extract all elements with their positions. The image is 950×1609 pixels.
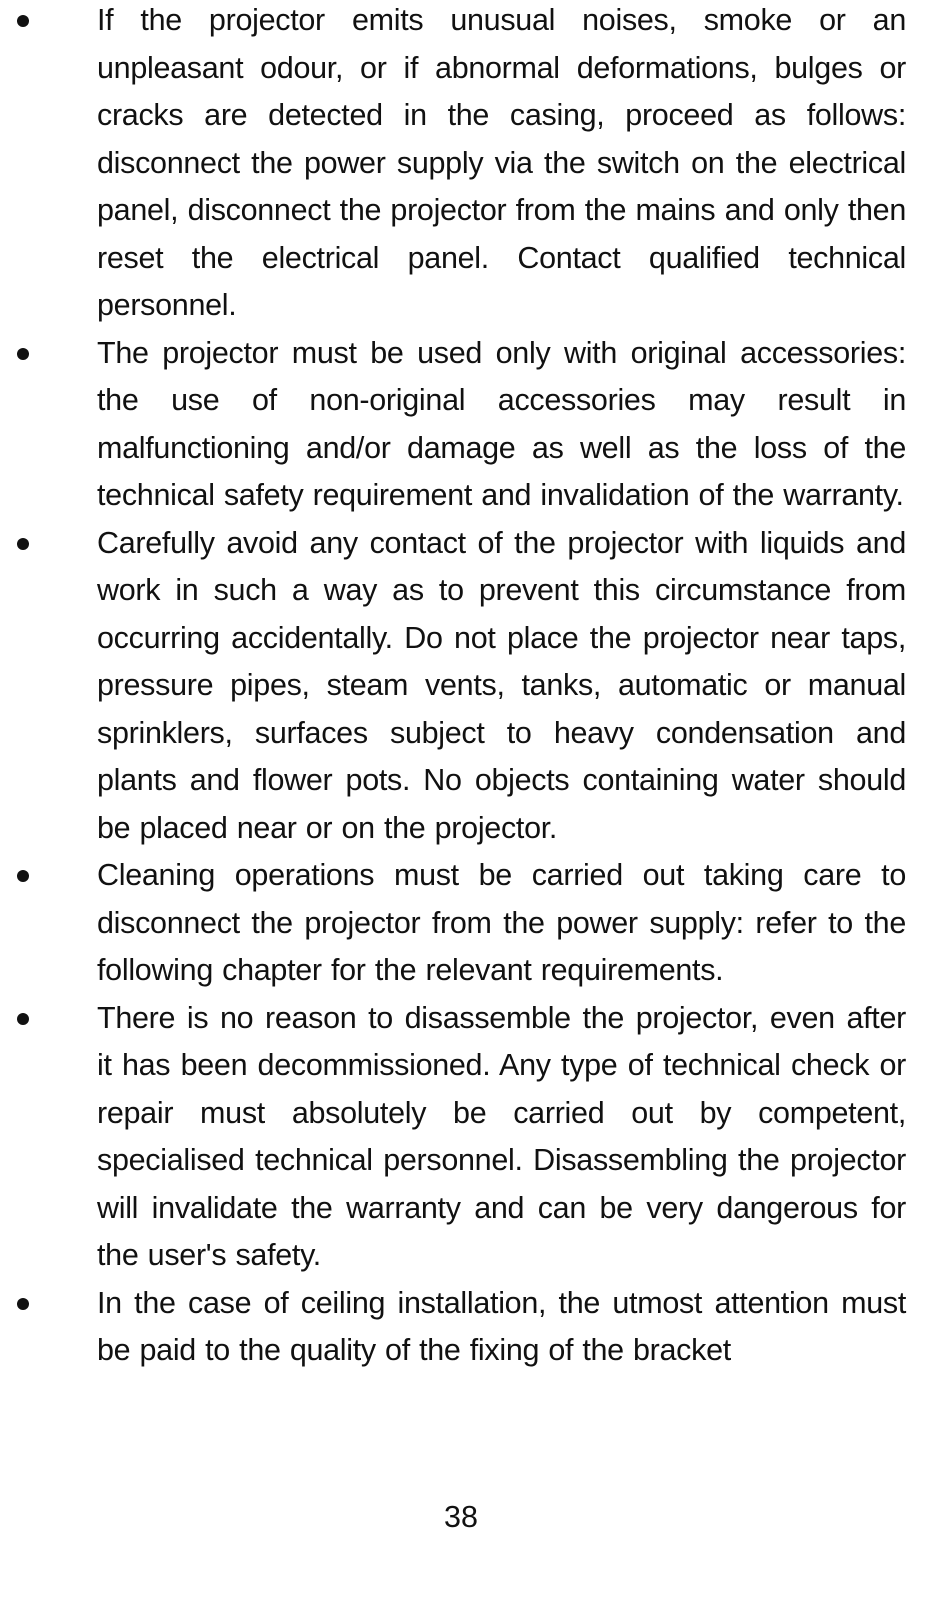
bullet-icon [17, 1013, 29, 1025]
list-item [0, 852, 950, 995]
page-number: 38 [444, 1500, 478, 1534]
bullet-text: Carefully avoid any contact of the projector with liquids and work in such a way as to prevent this circumstance from occurring accidentally. Do not place the projector near taps, pressure pipes, steam vents, tanks, automatic or manual sprinklers, surfaces subject to heavy condensation and plants and flower pots. No objects containing water should be placed near or on the projector. [97, 525, 906, 845]
list-item [0, 330, 950, 520]
bullet-icon [17, 348, 29, 360]
bullet-icon [17, 1298, 29, 1310]
bullet-text: The projector must be used only with original accessories: the use of non-original accessories may result in malfunctioning and/or damage as well as the loss of the technical safety requirement and invalidation of the warranty. [97, 335, 906, 512]
bullet-text: There is no reason to disassemble the projector, even after it has been decommissioned. Any type of technical check or repair must absolutely be carried out by competent, specialised technical personnel. Disassembling the projector will invalidate the warranty and can be very dangerous for the user's safety. [97, 1000, 906, 1272]
bullet-text: In the case of ceiling installation, the utmost attention must be paid to the quality of the fixing of the bracket [97, 1285, 906, 1367]
bullet-icon [17, 870, 29, 882]
list-item [0, 520, 950, 853]
bullet-text: If the projector emits unusual noises, smoke or an unpleasant odour, or if abnormal deformations, bulges or cracks are detected in the casing, proceed as follows: disconnect the power supply via the switch on the electrical panel, disconnect the projector from the mains and only then reset the electrical panel. Contact qualified technical personnel. [97, 3, 906, 322]
bullet-icon [17, 15, 29, 27]
list-item [0, 1280, 950, 1375]
list-item [0, 995, 950, 1280]
list-item [0, 0, 950, 330]
bullet-icon [17, 538, 29, 550]
bullet-text: Cleaning operations must be carried out taking care to disconnect the projector from the power supply: refer to the following chapter for the relevant requirements. [97, 858, 906, 987]
